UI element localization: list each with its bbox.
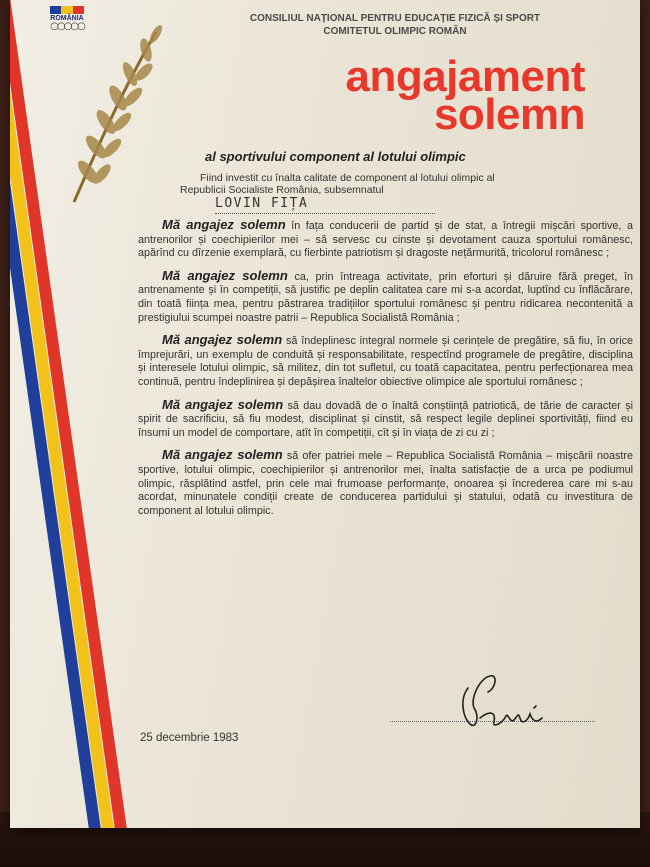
intro-text [180, 172, 580, 196]
logo-text: ROMÂNIA [50, 15, 84, 22]
pledge-paragraph [138, 269, 633, 325]
header-line-2: COMITETUL OLIMPIC ROMÂN [323, 26, 467, 37]
intro-line-2: Republicii Socialiste România, subsemnatul [180, 184, 384, 196]
pledge-text: în fața conducerii de partid și de stat, a întregii mișcări sportive, a antrenorilor și coechipierilor mei – să servesc cu cinste și devotament cauza sportului românesc, apărînd cu dîrzenie exemplară, cu fierbinte patriotism și dragoste nețărmurită, tricolorul românesc ; [138, 220, 634, 260]
pledge-text: să dau dovadă de o înaltă conștiință patriotică, de tărie de caracter și spirit de sacrificiu, să fiu modest, disciplinat și cinstit, să respect legile deplinei sportivități, fiind eu însumi un model de comportare, atît în competiții, cît și în viața de zi cu zi ; [138, 399, 634, 439]
header-line-1: CONSILIUL NAȚIONAL PENTRU EDUCAȚIE FIZICĂ ȘI SPORT [249, 13, 541, 24]
pledge-lead: Mă angajez solemn [162, 267, 288, 283]
pledge-lead: Mă angajez solemn [162, 332, 283, 348]
pledge-paragraph [138, 218, 633, 261]
document-subtitle: al sportivului component al lotului olimpic [205, 149, 466, 164]
flag-icon [50, 6, 84, 14]
pledge-paragraph [138, 448, 633, 518]
athlete-name-handwritten: LOVIN FIȚA [215, 196, 435, 214]
pledge-lead: Mă angajez solemn [162, 396, 284, 412]
pledge-text: să ofer patriei mele – Republica Socialistă România – mișcării noastre sportive, lotului olimpic, coechipierilor și antrenorilor mei, înalta satisfacție de a urca pe podiumul olimpic, răsplătind astfel, prin cele mai frumoase performanțe, onoarea și încrederea care mi s-au acordat, minunatele condiții create de conducerea partidului și statului, odată cu investitura de component al lotului olimpic. [138, 450, 634, 517]
handwritten-signature [450, 668, 560, 738]
document-title [210, 52, 585, 139]
issuer-header [225, 12, 565, 38]
olympic-rings-icon: ○○○○○ [50, 21, 84, 32]
certificate-document [10, 0, 640, 828]
pledge-text: să îndeplinesc integral normele și cerințele de pregătire, să fiu, în orice împrejurări, un exemplu de conduită și responsabilitate, respectînd programele de pregătire, disciplina și interesele lotului olimpic, să militez, din tot sufletul, cu toată capacitatea, pentru perfecționarea mea continuă, pentru îndeplinirea și depășirea înaltelor obiective olimpice ale sportului românesc ; [138, 335, 634, 388]
laurel-branch-icon [66, 22, 166, 212]
pledge-text: ca, prin întreaga activitate, prin eforturi și dăruire fără preget, în antrenamente și în competiții, să justific pe deplin calitatea care mi s-a acordat, luptînd cu înflăcărare, din toată ființa mea, pentru păstrarea tradițiilor sportului românesc și pentru ridicarea necontenită a prestigiului scumpei noastre patrii – Republica Socialistă România ; [138, 270, 633, 324]
title-line-1: angajament [345, 52, 585, 101]
pledge-lead: Mă angajez solemn [162, 447, 283, 463]
intro-line-1: Fiind investit cu înalta calitate de component al lotului olimpic al [200, 172, 495, 184]
pledge-paragraphs [138, 218, 633, 526]
pledge-paragraph [138, 333, 633, 389]
document-date: 25 decembrie 1983 [140, 732, 239, 744]
pledge-paragraph [138, 398, 633, 441]
pledge-lead: Mă angajez solemn [162, 217, 286, 232]
title-line-2: solemn [433, 90, 585, 139]
